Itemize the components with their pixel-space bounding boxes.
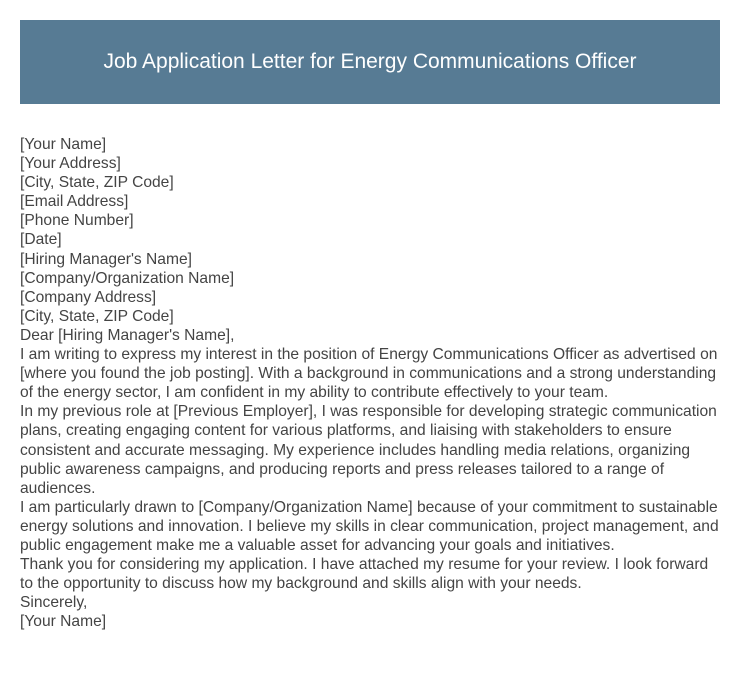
sender-phone: [Phone Number] bbox=[20, 212, 134, 230]
salutation: Dear [Hiring Manager's Name], bbox=[20, 326, 235, 344]
letter-body bbox=[20, 135, 720, 631]
paragraph-intro: I am writing to express my interest in the position of Energy Communications Officer as advertised on [where you found the job posting]. With a background in communications and a strong understanding of the energy sector, I am confident in my ability to contribute effectively to your team. bbox=[20, 346, 718, 402]
title-banner bbox=[20, 20, 720, 104]
sender-city-state-zip: [City, State, ZIP Code] bbox=[20, 174, 174, 192]
recipient-name: [Hiring Manager's Name] bbox=[20, 250, 192, 268]
sender-name: [Your Name] bbox=[20, 136, 107, 153]
paragraph-experience: In my previous role at [Previous Employer], I was responsible for developing strategic communication plans, creating engaging content for various platforms, and liaising with stakeholders to ensure consistent and accurate messaging. My experience includes handling media relations, organizing public awareness campaigns, and producing reports and press releases tailored to a range of audiences. bbox=[20, 403, 717, 497]
closing: Sincerely, bbox=[20, 594, 88, 612]
recipient-organization: [Company/Organization Name] bbox=[20, 269, 235, 287]
recipient-address: [Company Address] bbox=[20, 288, 157, 306]
paragraph-motivation: I am particularly drawn to [Company/Organization Name] because of your commitment to sustainable energy solutions and innovation. I believe my skills in clear communication, project management, and public engagement make me a valuable asset for advancing your goals and initiatives. bbox=[20, 498, 719, 554]
letter-date: [Date] bbox=[20, 231, 62, 249]
recipient-city-state-zip: [City, State, ZIP Code] bbox=[20, 307, 174, 325]
paragraph-closing: Thank you for considering my application. I have attached my resume for your review. I look forward to the opportunity to discuss how my background and skills align with your needs. bbox=[20, 556, 709, 593]
sender-address: [Your Address] bbox=[20, 155, 121, 173]
sender-email: [Email Address] bbox=[20, 193, 129, 211]
page-title: Job Application Letter for Energy Communications Officer bbox=[103, 50, 637, 73]
signature: [Your Name] bbox=[20, 613, 107, 631]
